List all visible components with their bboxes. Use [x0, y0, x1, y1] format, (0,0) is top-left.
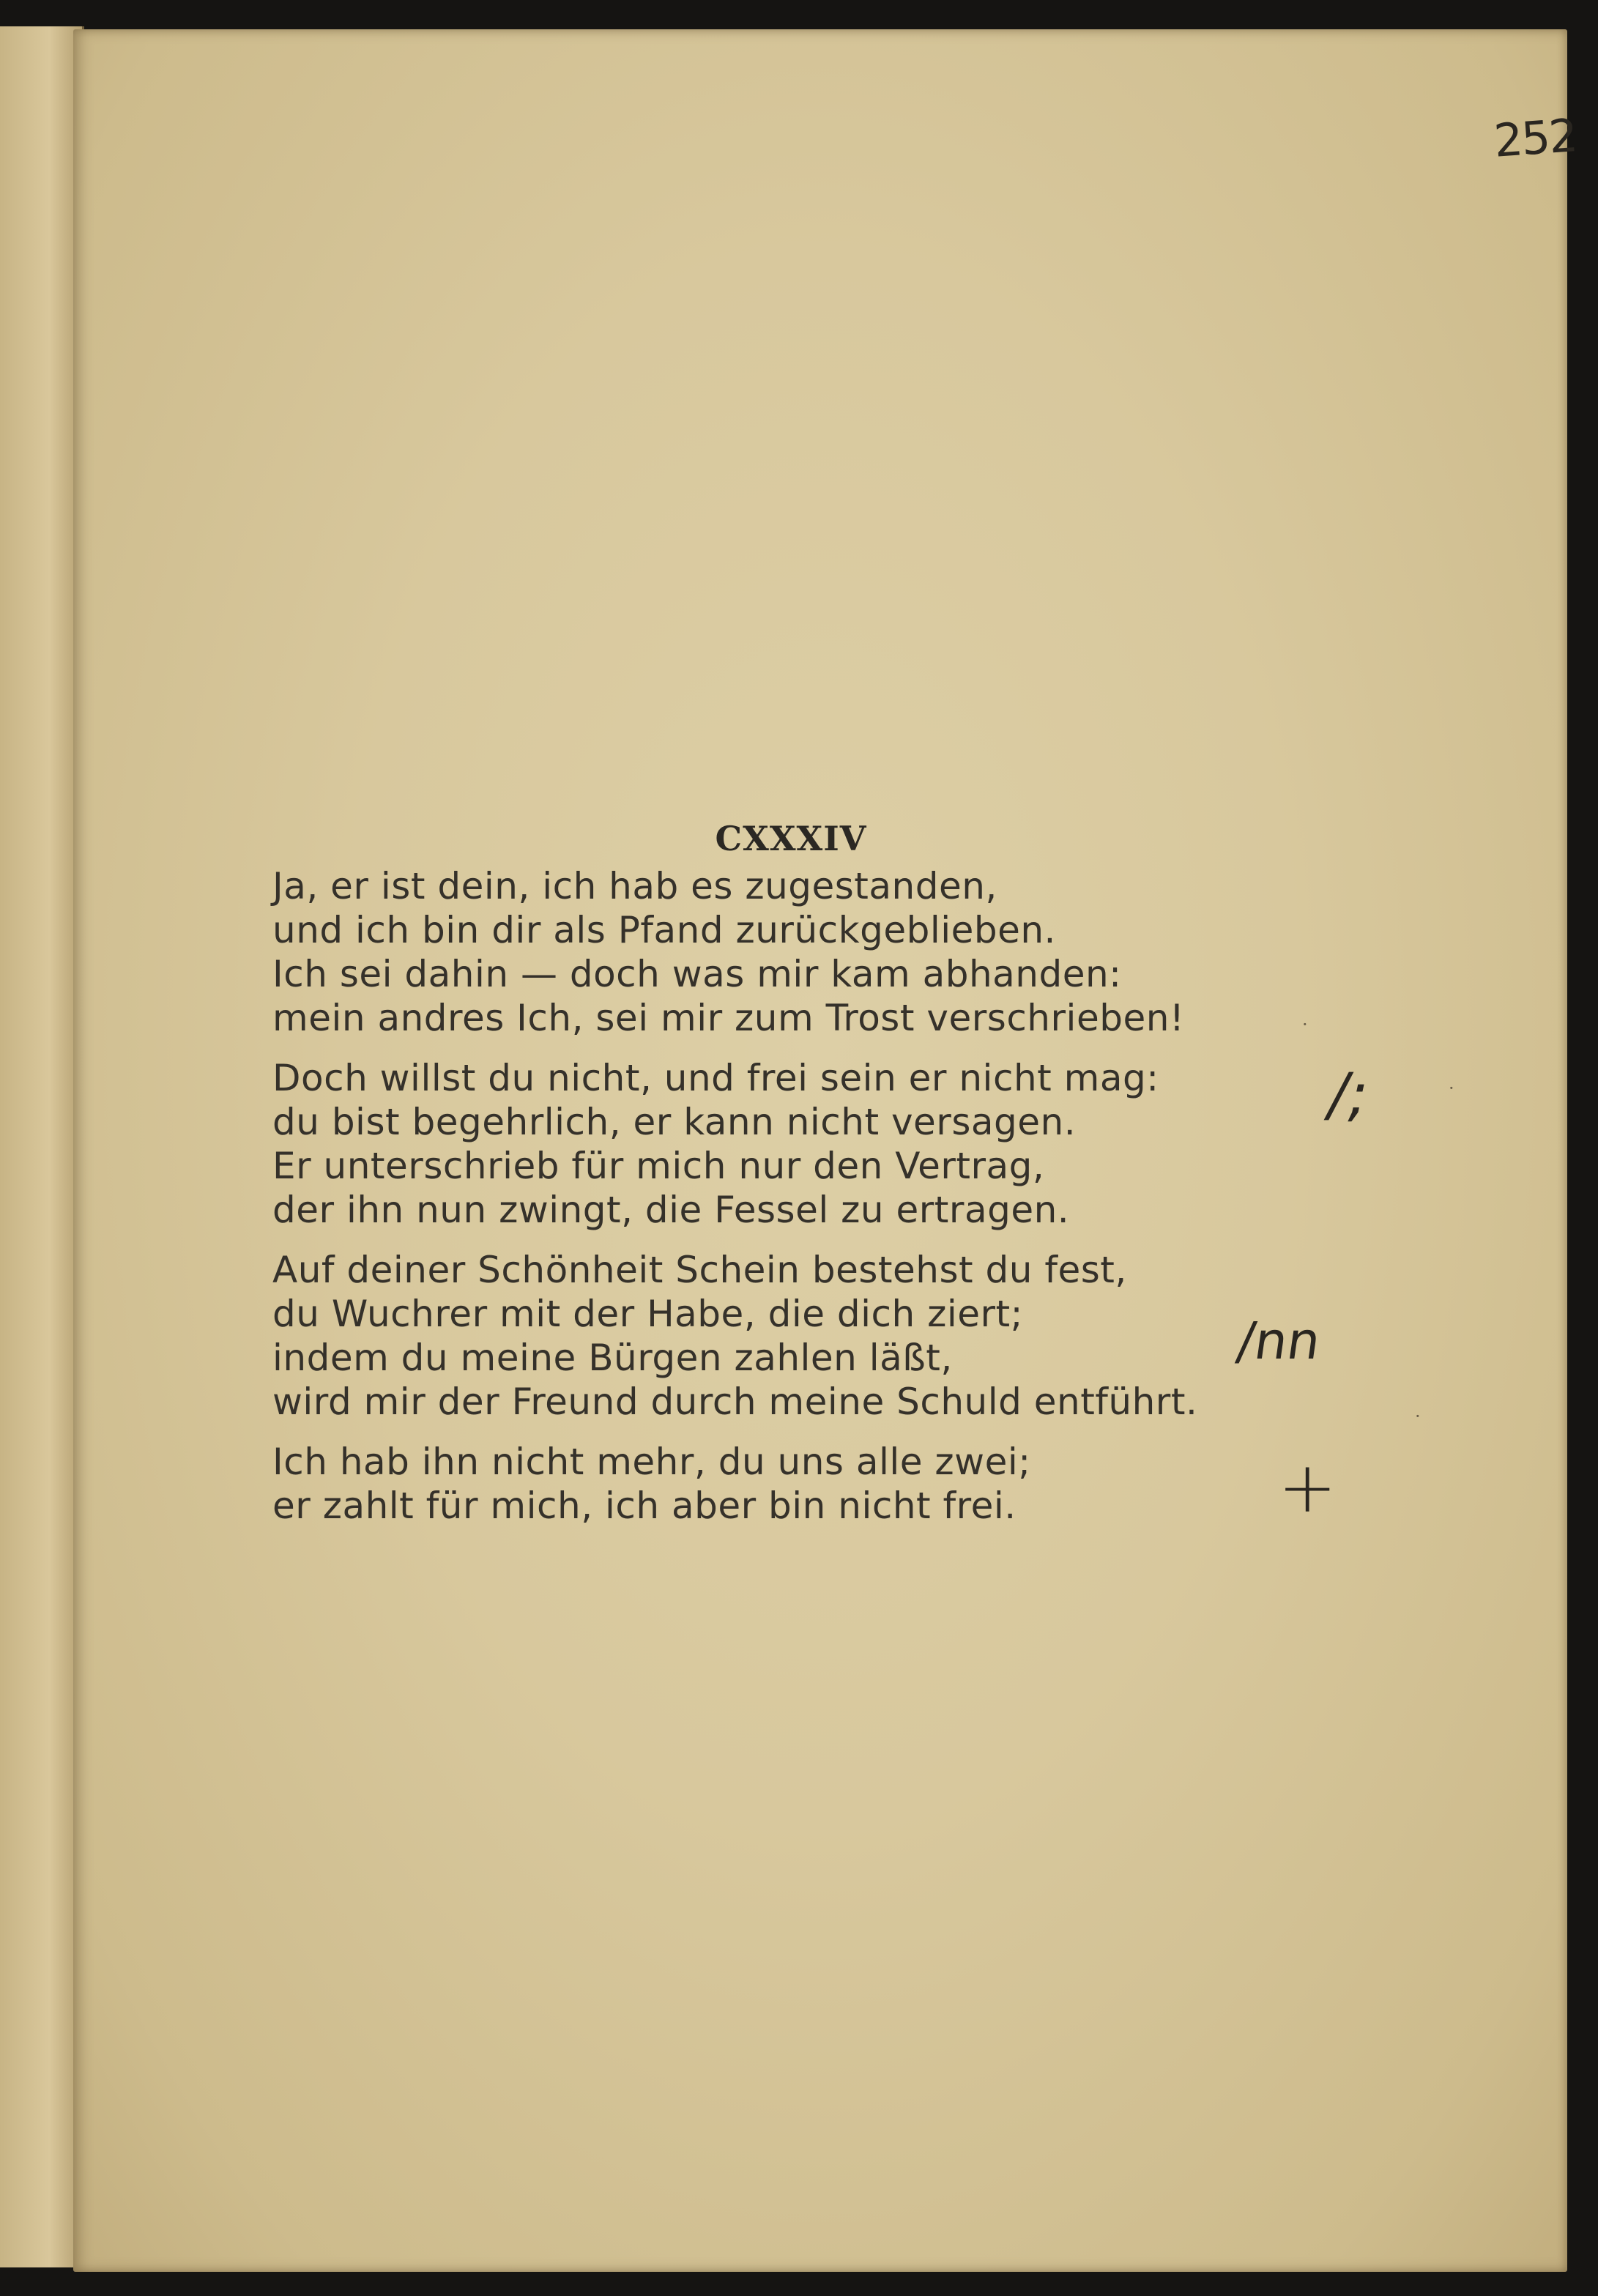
- pencil-mark-semicolon: /;: [1322, 1060, 1376, 1129]
- pencil-dot: ·: [1449, 1078, 1454, 1099]
- pencil-dot: ·: [1415, 1406, 1421, 1427]
- poem-line: Ja, er ist dein, ich hab es zugestanden,: [272, 865, 997, 907]
- pencil-dot: ·: [1302, 1014, 1308, 1035]
- poem-line: Er unterschrieb für mich nur den Vertrag,: [272, 1145, 1045, 1187]
- poem-line: Auf deiner Schönheit Schein bestehst du fest,: [272, 1249, 1127, 1291]
- stanza-3: [272, 1248, 1298, 1424]
- poem-line: wird mir der Freund durch meine Schuld entführt.: [272, 1381, 1198, 1423]
- poem-line: Doch willst du nicht, und frei sein er nicht mag:: [272, 1057, 1159, 1099]
- pencil-mark-cross: +: [1278, 1446, 1337, 1528]
- stanza-2: [272, 1056, 1298, 1232]
- poem-line: er zahlt für mich, ich aber bin nicht frei.: [272, 1485, 1017, 1527]
- poem-line: Ich hab ihn nicht mehr, du uns alle zwei;: [272, 1441, 1031, 1483]
- poem-line: der ihn nun zwingt, die Fessel zu ertragen.: [272, 1189, 1070, 1231]
- poem-line: du Wuchrer mit der Habe, die dich ziert;: [272, 1293, 1023, 1335]
- poem-line: mein andres Ich, sei mir zum Trost verschrieben!: [272, 997, 1185, 1039]
- poem-line: indem du meine Bürgen zahlen läßt,: [272, 1337, 953, 1379]
- poem-line: Ich sei dahin — doch was mir kam abhanden:: [272, 953, 1122, 995]
- poem-title: CXXXIV: [715, 819, 867, 858]
- poem-body: [272, 864, 1298, 1544]
- poem-line: du bist begehrlich, er kann nicht versagen.: [272, 1101, 1077, 1143]
- pencil-mark-correction: /nn: [1233, 1311, 1325, 1371]
- poem-line: und ich bin dir als Pfand zurückgeblieben.: [272, 909, 1056, 951]
- stanza-4: [272, 1440, 1298, 1528]
- previous-page-edge: [0, 26, 84, 2267]
- stanza-1: [272, 864, 1298, 1040]
- page-number: 252: [1492, 108, 1578, 168]
